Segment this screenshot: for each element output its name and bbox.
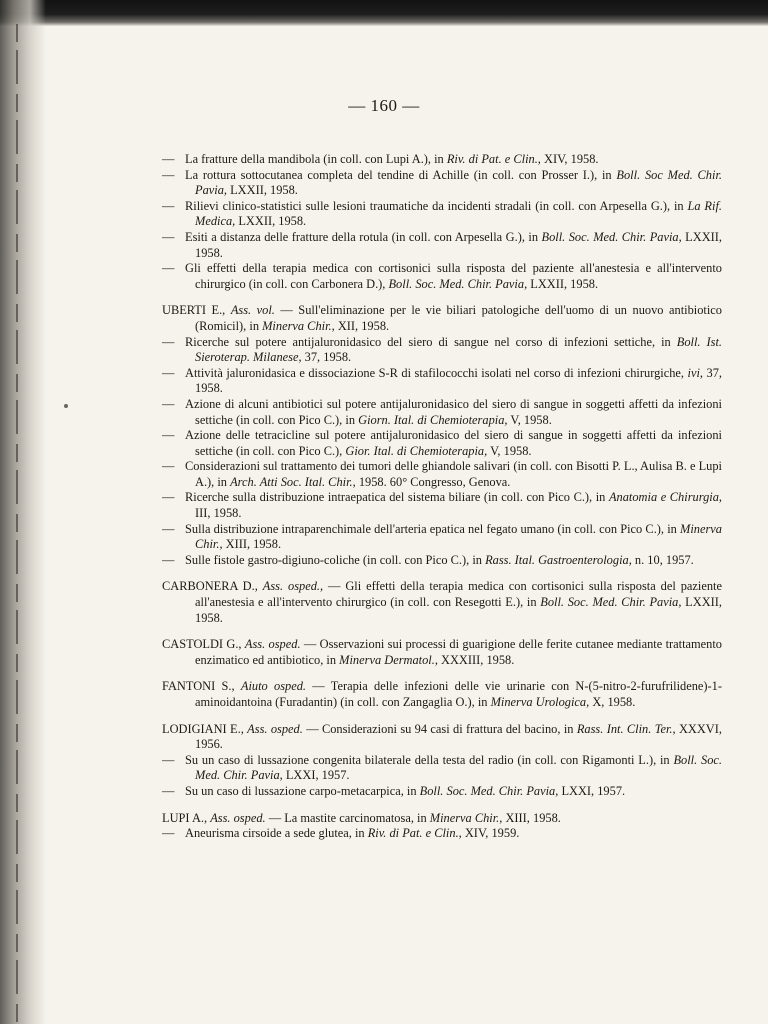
citation-volume-year: XIV, 1958. (540, 152, 599, 166)
citation-entry (162, 490, 722, 521)
author-block (162, 579, 722, 626)
entry-dash: — (162, 490, 175, 505)
citation-volume-year: XIII, 1958. (222, 537, 282, 552)
citation-entry (162, 826, 722, 842)
entry-dash: — (162, 521, 175, 536)
author-role: Ass. vol. (230, 303, 275, 318)
citation-entry (162, 199, 722, 230)
scan-binding-line (16, 24, 18, 1024)
citation-text: Aneurisma cirsoide a sede glutea, in (185, 826, 368, 841)
author-block (162, 722, 722, 800)
journal-title: La Rif. Medica, (195, 198, 722, 229)
scan-binding-shadow (0, 0, 46, 1024)
citation-volume-year: 37, 1958. (301, 350, 352, 365)
citation-entry (162, 152, 722, 168)
citation-entry (162, 366, 722, 397)
journal-title: Minerva Chir., (262, 318, 335, 333)
journal-title: Boll. Soc. Med. Chir. Pavia, (540, 595, 682, 610)
citation-entry (162, 553, 722, 569)
citation-volume-year: XII, 1958. (334, 318, 390, 333)
citation-text: Considerazioni sul trattamento dei tumori delle ghiandole salivari (in coll. con Bisotti P. L., Aulisa B. e Lupi A.), in (185, 459, 722, 489)
citation-text: — Considerazioni su 94 casi di frattura del bacino, in (302, 721, 577, 736)
journal-title: Boll. Soc. Med. Chir. Pavia, (195, 752, 722, 783)
scan-speck (64, 404, 68, 408)
journal-title: Boll. Ist. Sieroterap. Milanese, (195, 334, 722, 365)
scan-top-edge (0, 0, 768, 26)
citation-volume-year: XIV, 1959. (461, 826, 520, 841)
journal-title: Anatomia e Chirurgia, (608, 490, 723, 505)
citation-volume-year: XIII, 1958. (502, 810, 561, 825)
entry-dash: — (162, 365, 175, 380)
author-entry (162, 637, 722, 668)
citation-text: La rottura sottocutanea completa del tendine di Achille (in coll. con Prosser I.), in (185, 167, 617, 182)
author-role: Aiuto osped. (240, 679, 307, 694)
citation-volume-year: LXXII, 1958. (195, 595, 722, 625)
citation-entry (162, 459, 722, 490)
author-name: LUPI A., (162, 810, 208, 825)
author-entry (162, 811, 722, 827)
citation-text: Gli effetti della terapia medica con cortisonici sulla risposta del paziente all'anestesia e all'intervento chirurgico (in coll. con Carbonera D.), (185, 261, 722, 291)
entry-dash: — (162, 198, 175, 213)
entry-dash: — (162, 152, 175, 166)
citation-volume-year: X, 1958. (589, 695, 636, 709)
citation-volume-year: LXXI, 1957. (282, 768, 350, 783)
journal-title: Boll. Soc. Med. Chir. Pavia, (541, 229, 682, 244)
author-block (162, 637, 722, 668)
journal-title: Riv. di Pat. e Clin., (367, 826, 462, 841)
journal-title: Gior. Ital. di Chemioterapia, (345, 443, 488, 458)
author-name: CARBONERA D., (162, 579, 258, 594)
citation-volume-year: LXXII, 1958. (195, 229, 722, 260)
citation-volume-year: LXXII, 1958. (235, 214, 307, 229)
citation-entry (162, 168, 722, 199)
journal-title: Boll. Soc. Med. Chir. Pavia, (419, 783, 559, 798)
journal-title: Boll. Soc. Med. Chir. Pavia, (388, 276, 528, 291)
citation-volume-year: LXXII, 1958. (527, 276, 599, 291)
entry-dash: — (162, 396, 175, 411)
entry-dash: — (162, 783, 175, 798)
citation-text: Su un caso di lussazione congenita bilaterale della testa del radio (in coll. con Rigamonti L.), in (185, 752, 674, 767)
citation-text: Ricerche sulla distribuzione intraepatica del sistema biliare (in coll. con Pico C.), in (185, 490, 609, 505)
citation-text: Ricerche sul potere antijaluronidasico del siero di sangue nel corso di infezioni settiche, in (185, 334, 677, 349)
journal-title: Riv. di Pat. e Clin., (446, 152, 541, 166)
author-name: FANTONI S., (162, 679, 235, 694)
citation-text: Su un caso di lussazione carpo-metacarpica, in (185, 783, 420, 798)
citation-text: — Sull'eliminazione per le vie biliari patologiche dell'uomo di un nuovo antibiotico (Romicil), in (195, 303, 722, 333)
author-entry (162, 579, 722, 626)
citation-entry (162, 753, 722, 784)
journal-title: Arch. Atti Soc. Ital. Chir., (230, 474, 356, 489)
entry-dash: — (162, 167, 175, 182)
citation-text: Sulla distribuzione intraparenchimale dell'arteria epatica nel fegato umano (in coll. con Pico C.), in (185, 521, 681, 536)
author-name: CASTOLDI G., (162, 637, 242, 652)
citation-volume-year: n. 10, 1957. (631, 552, 694, 567)
citation-volume-year: XXXVI, 1956. (195, 721, 722, 752)
citation-entry (162, 335, 722, 366)
journal-title: Giorn. Ital. di Chemioterapia, (358, 412, 508, 427)
author-role: Ass. osped., (262, 579, 324, 594)
citation-volume-year: III, 1958. (195, 506, 242, 521)
citation-text: — La mastite carcinomatosa, in (265, 810, 430, 825)
citation-volume-year: V, 1958. (487, 443, 532, 458)
citation-text: — Terapia delle infezioni delle vie urinarie con N-(5-nitro-2-furufrilidene)-1-aminoidantoina (Furadantin) (in coll. con Zangaglia O.), in (195, 679, 722, 709)
citation-volume-year: 1958. 60° Congresso, Genova. (355, 474, 511, 489)
author-block (162, 303, 722, 568)
citation-text: Rilievi clinico-statistici sulle lesioni traumatiche da incidenti stradali (in coll. con Arpesella G.), in (185, 198, 688, 213)
author-block (162, 152, 722, 292)
entry-dash: — (162, 552, 175, 567)
journal-title: Rass. Ital. Gastroenterologia, (485, 552, 632, 567)
journal-title: Minerva Chir., (429, 810, 503, 825)
citation-text: — Osservazioni sui processi di guarigione delle ferite cutanee mediante trattamento enzimatico ed antibiotico, in (195, 637, 722, 667)
entry-dash: — (162, 826, 175, 841)
author-block (162, 811, 722, 842)
citation-text: Azione delle tetracicline sul potere antijaluronidasico del siero di sangue in soggetti affetti da infezioni settiche (in coll. con Pico C.), (185, 428, 722, 458)
entry-dash: — (162, 459, 175, 474)
entry-dash: — (162, 428, 175, 443)
entry-dash: — (162, 229, 175, 244)
citation-entry (162, 230, 722, 261)
author-entry (162, 303, 722, 334)
entry-dash: — (162, 261, 175, 276)
citation-text: Attività jaluronidasica e dissociazione S-R di stafilococchi isolati nel corso di infezioni chirurgiche, (185, 365, 688, 380)
author-name: UBERTI E., (162, 303, 226, 318)
citation-text: Esiti a distanza delle fratture della rotula (in coll. con Arpesella G.), in (185, 229, 542, 244)
citation-text: — Gli effetti della terapia medica con cortisonici sulla risposta del paziente all'anestesia e all'intervento chirurgico (in coll. con Resegotti E.), in (195, 579, 722, 610)
entry-dash: — (162, 752, 175, 767)
author-entry (162, 679, 722, 710)
author-entry (162, 722, 722, 753)
citation-volume-year: 37, 1958. (195, 365, 723, 396)
author-name: LODIGIANI E., (162, 721, 244, 736)
page-number: — 160 — (348, 96, 420, 115)
journal-title: Minerva Dermatol., (339, 652, 438, 667)
citation-text: Sulle fistole gastro-digiuno-coliche (in coll. con Pico C.), in (185, 552, 486, 567)
citation-volume-year: LXXI, 1957. (558, 783, 626, 798)
citation-volume-year: V, 1958. (507, 412, 552, 427)
journal-title: Rass. Int. Clin. Ter., (576, 721, 676, 736)
citation-text: Azione di alcuni antibiotici sul potere antijaluronidasico del siero di sangue in soggetti affetti da infezioni settiche (in coll. con Pico C.), in (185, 396, 722, 427)
author-role: Ass. osped. (244, 637, 301, 652)
journal-title: ivi, (687, 365, 704, 380)
author-role: Ass. osped. (210, 810, 266, 825)
author-block (162, 679, 722, 710)
journal-title: Boll. Soc Med. Chir. Pavia, (195, 167, 722, 198)
journal-title: Minerva Urologica, (490, 695, 590, 709)
citation-volume-year: LXXII, 1958. (227, 183, 298, 198)
citation-entry (162, 261, 722, 292)
citation-entry (162, 784, 722, 800)
citation-text: La fratture della mandibola (in coll. con Lupi A.), in (185, 152, 447, 166)
citation-entry (162, 428, 722, 459)
journal-title: Minerva Chir., (195, 521, 722, 552)
author-role: Ass. osped. (247, 721, 303, 736)
citation-entry (162, 522, 722, 553)
citation-entry (162, 397, 722, 428)
entry-dash: — (162, 334, 175, 349)
citation-volume-year: XXXIII, 1958. (437, 652, 515, 667)
bibliography-list (162, 152, 722, 853)
